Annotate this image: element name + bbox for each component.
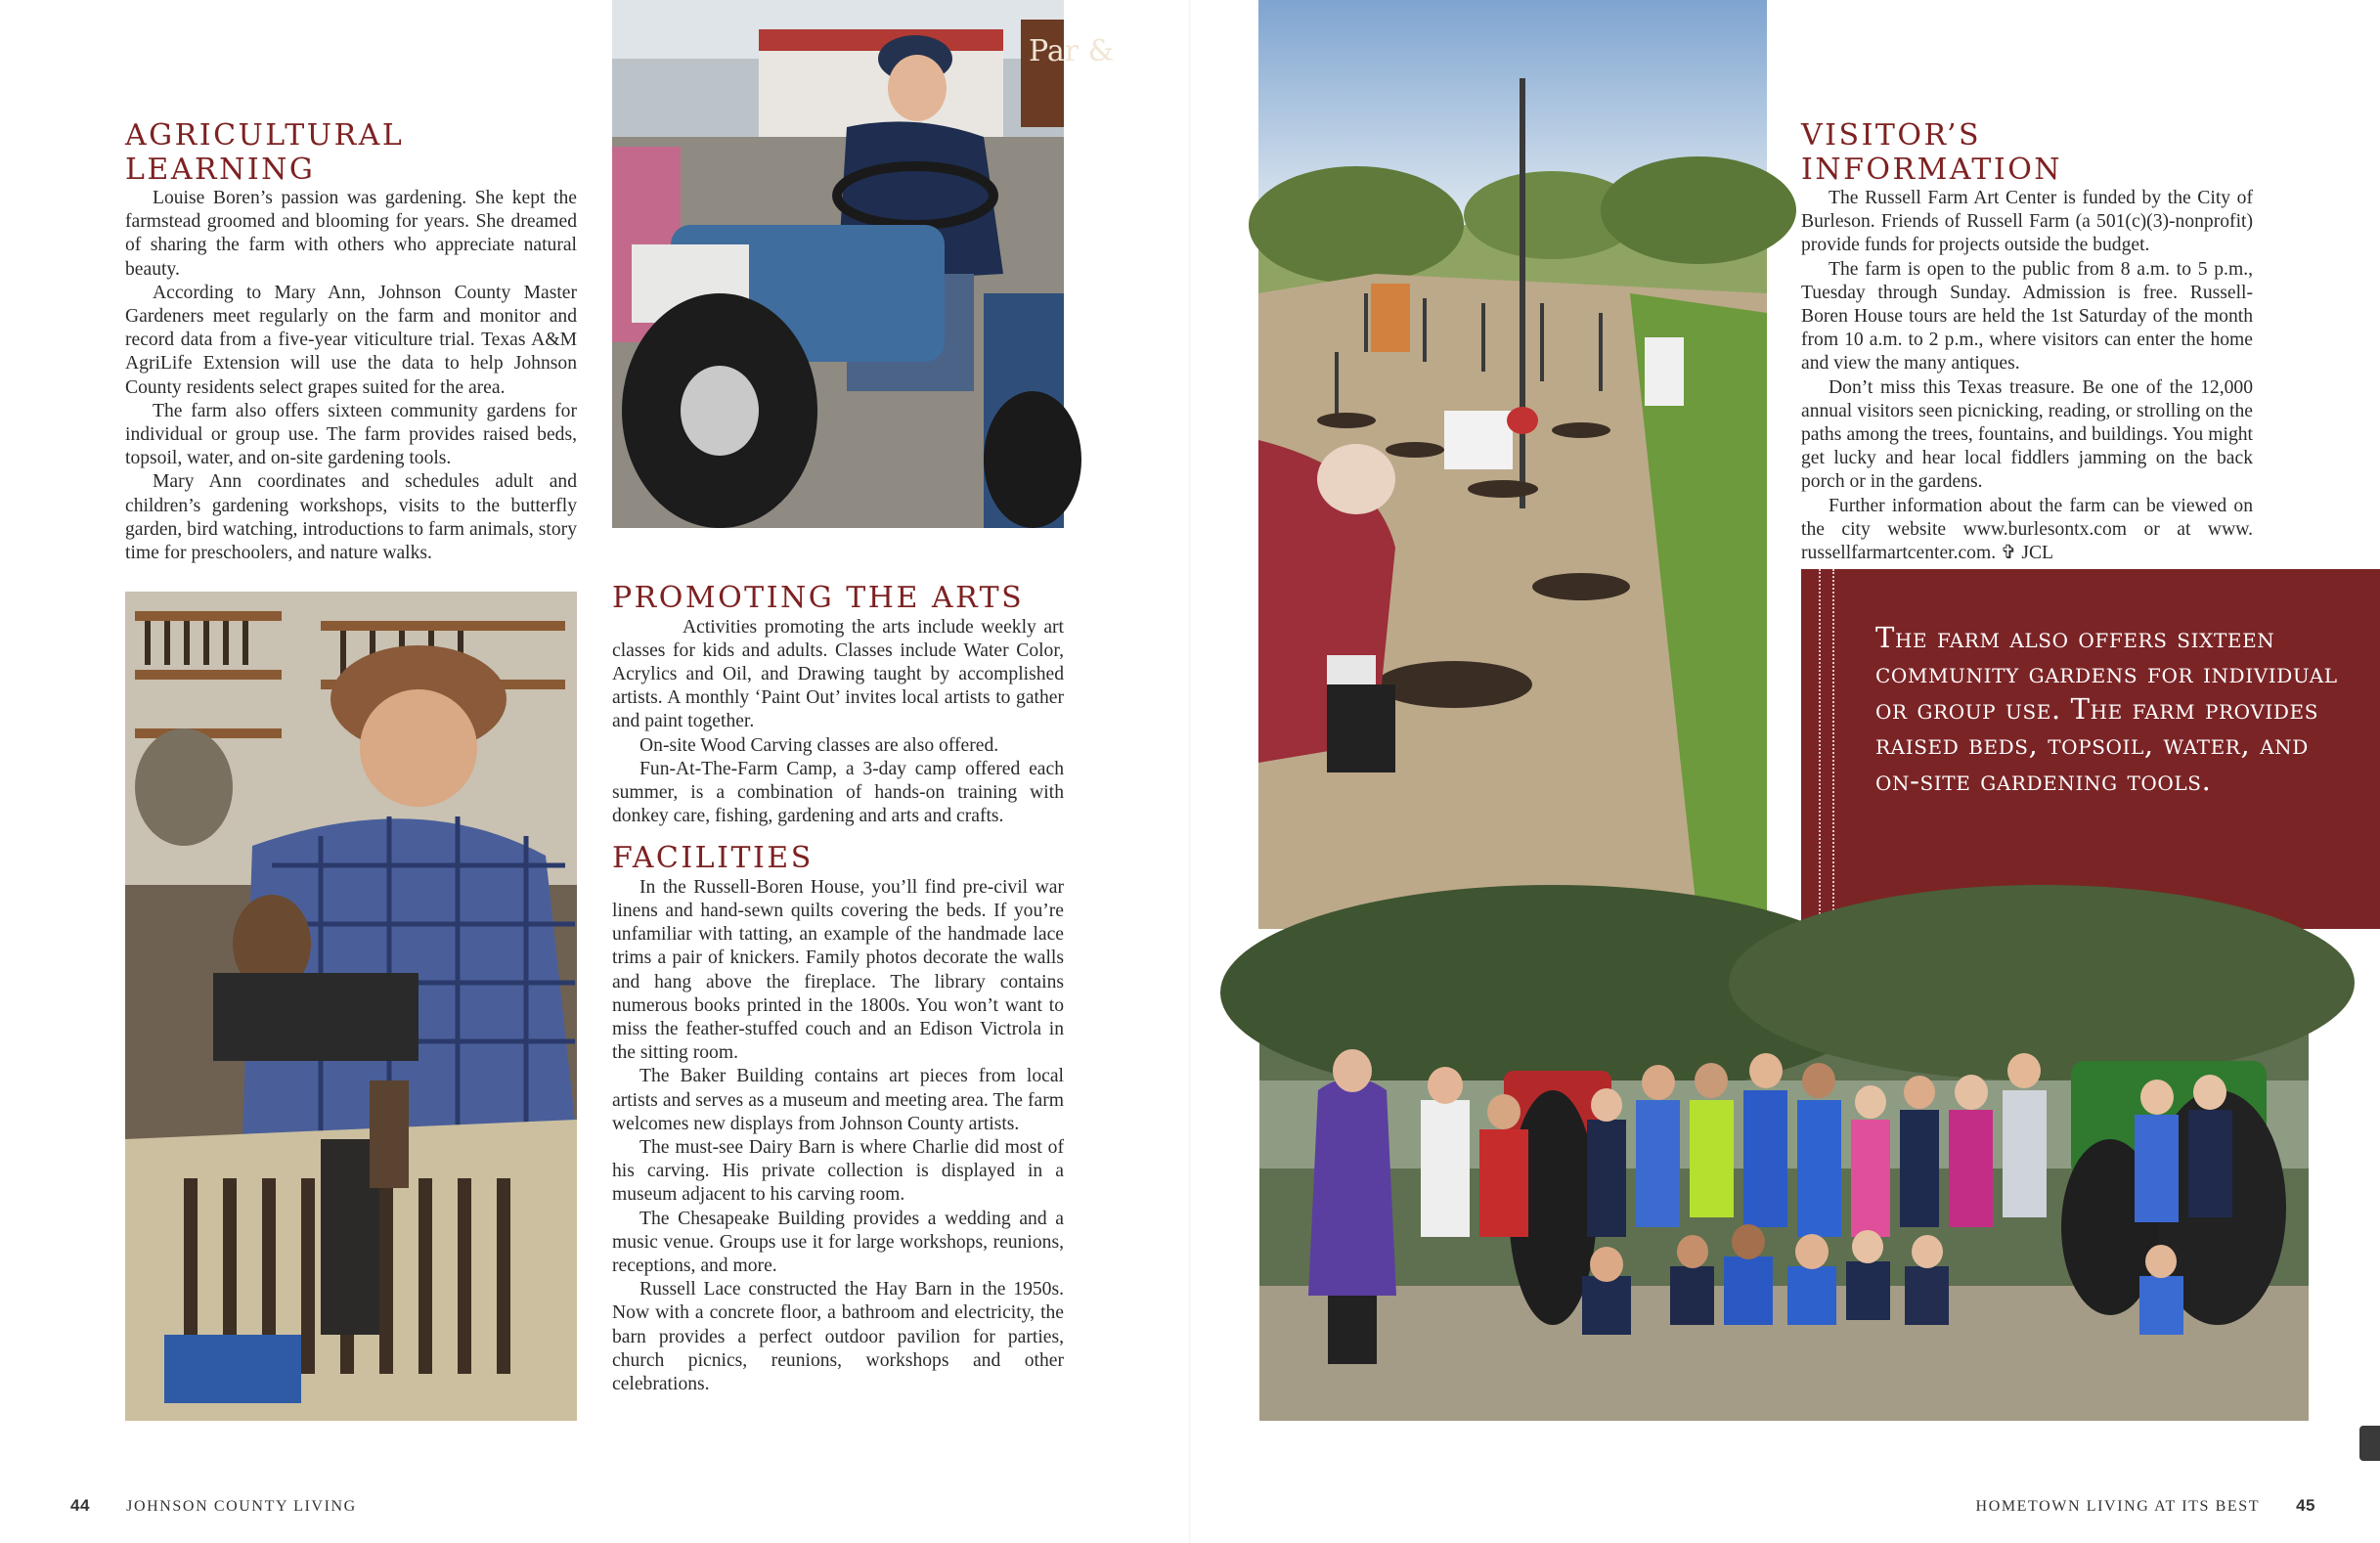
tractor-photo xyxy=(612,0,1115,528)
visitor-paragraph: The farm is open to the public from 8 a.m. to 5 p.m., Tuesday through Sunday. Admission is free. Russell-Boren House tours are held the 1st Saturday of the month from 10 a.m. to 2 p.m., where visitors can enter the home and view the many antiques. xyxy=(1801,258,2253,375)
facilities-paragraph: The must-see Dairy Barn is where Charlie did most of his carving. His private collection is displayed in a museum adjacent to his carving room. xyxy=(612,1137,1064,1206)
building-sign-text: Par & xyxy=(1029,34,1115,68)
left-page-number: 44 xyxy=(70,1496,90,1515)
pull-quote-text: The farm also offers sixteen community gardens for individual or group use. The farm provides raised beds, topsoil, water, and on-site gardening tools. xyxy=(1875,621,2338,797)
pull-quote-box xyxy=(1801,569,2380,929)
agricultural-paragraph: The farm also offers sixteen community gardens for individual or group use. The farm provides raised beds, topsoil, water, and on-site gardening tools. xyxy=(125,400,577,469)
left-magazine-title: JOHNSON COUNTY LIVING xyxy=(126,1498,357,1515)
agricultural-paragraph: Louise Boren’s passion was gardening. She kept the farmstead groomed and blooming for years. She dreamed of sharing the farm with others who appreciate natural beauty. xyxy=(125,188,577,280)
facilities-paragraph: The Baker Building contains art pieces from local artists and serves as a museum and meeting area. The farm welcomes new displays from Johnson County artists. xyxy=(612,1066,1064,1134)
gardeners-planting-photo xyxy=(1258,0,1767,929)
facilities-paragraph: In the Russell-Boren House, you’ll find pre-civil war linens and hand-sewn quilts covering the beds. If you’re unfamiliar with tatting, an example of the handmade lace trims a pair of knickers. Family photos decorate the walls and hang above the fireplace. The library contains numerous books printed in the 1800s. You won’t want to miss the feather-stuffed couch and an Edison Victrola in the sitting room. xyxy=(612,876,1064,1064)
right-page-footer xyxy=(1976,1496,2315,1516)
visitor-paragraph: Don’t miss this Texas treasure. Be one of the 12,000 annual visitors seen picnicking, reading, or strolling on the paths among the trees, fountains, and buildings. You might get lucky and hear local fiddlers jamming on the back porch or in the gardens. xyxy=(1801,376,2253,493)
visitor-paragraph: Further information about the farm can be viewed on the city website www.burlesontx.com or at www. russellfarmartcenter.com. ✞ JCL xyxy=(1801,495,2253,564)
agricultural-paragraph: Mary Ann coordinates and schedules adult and children’s gardening workshops, visits to the butterfly garden, bird watching, introductions to farm animals, story time for preschoolers, and nature walks. xyxy=(125,471,577,564)
visitor-information-section xyxy=(1801,119,2253,565)
agricultural-learning-section xyxy=(125,119,577,565)
promoting-arts-heading: PROMOTING THE ARTS xyxy=(612,581,1025,615)
promoting-paragraph: Activities promoting the arts include weekly art classes for kids and adults. Classes include Water Color, Acrylics and Oil, and Drawing taught by accomplished artists. A monthly ‘Paint Out’ invites local artists to gather and paint together. xyxy=(612,616,1064,732)
right-running-title: HOMETOWN LIVING AT ITS BEST xyxy=(1975,1498,2260,1515)
left-page-footer xyxy=(70,1496,357,1516)
facilities-paragraph: The Chesapeake Building provides a wedding and a music venue. Groups use it for large workshops, reunions, receptions, and more. xyxy=(612,1208,1064,1277)
visitor-information-heading: VISITOR’S INFORMATION xyxy=(1801,118,2063,187)
group-photo-children-tractors xyxy=(1259,953,2309,1421)
agricultural-learning-heading: AGRICULTURAL LEARNING xyxy=(125,118,405,187)
promoting-paragraph: Fun-At-The-Farm Camp, a 3-day camp offered each summer, is a combination of hands-on training with donkey care, fishing, gardening and arts and crafts. xyxy=(612,758,1064,827)
right-page-number: 45 xyxy=(2296,1496,2315,1515)
facilities-paragraph: Russell Lace constructed the Hay Barn in the 1950s. Now with a concrete floor, a bathroom and electricity, the barn provides a perfect outdoor pavilion for parties, church picnics, reunions, workshops and other celebrations. xyxy=(612,1279,1064,1395)
facilities-heading: FACILITIES xyxy=(612,841,814,876)
wood-carver-photo xyxy=(125,592,577,1421)
promoting-paragraph: On-site Wood Carving classes are also offered. xyxy=(639,734,999,756)
arts-and-facilities-column xyxy=(612,582,1064,1396)
decorative-stitch-rail xyxy=(1819,569,1834,929)
edge-page-tab xyxy=(2359,1426,2380,1461)
visitor-paragraph: The Russell Farm Art Center is funded by the City of Burleson. Friends of Russell Farm (a 501(c)(3)-nonprofit) provide funds for projects outside the budget. xyxy=(1801,188,2253,256)
page-gutter xyxy=(1189,0,1191,1543)
agricultural-paragraph: According to Mary Ann, Johnson County Master Gardeners meet regularly on the farm and monitor and record data from a five-year viticulture trial. Texas A&M AgriLife Extension will use the data to help Johnson County residents select grapes suited for the area. xyxy=(125,282,577,398)
